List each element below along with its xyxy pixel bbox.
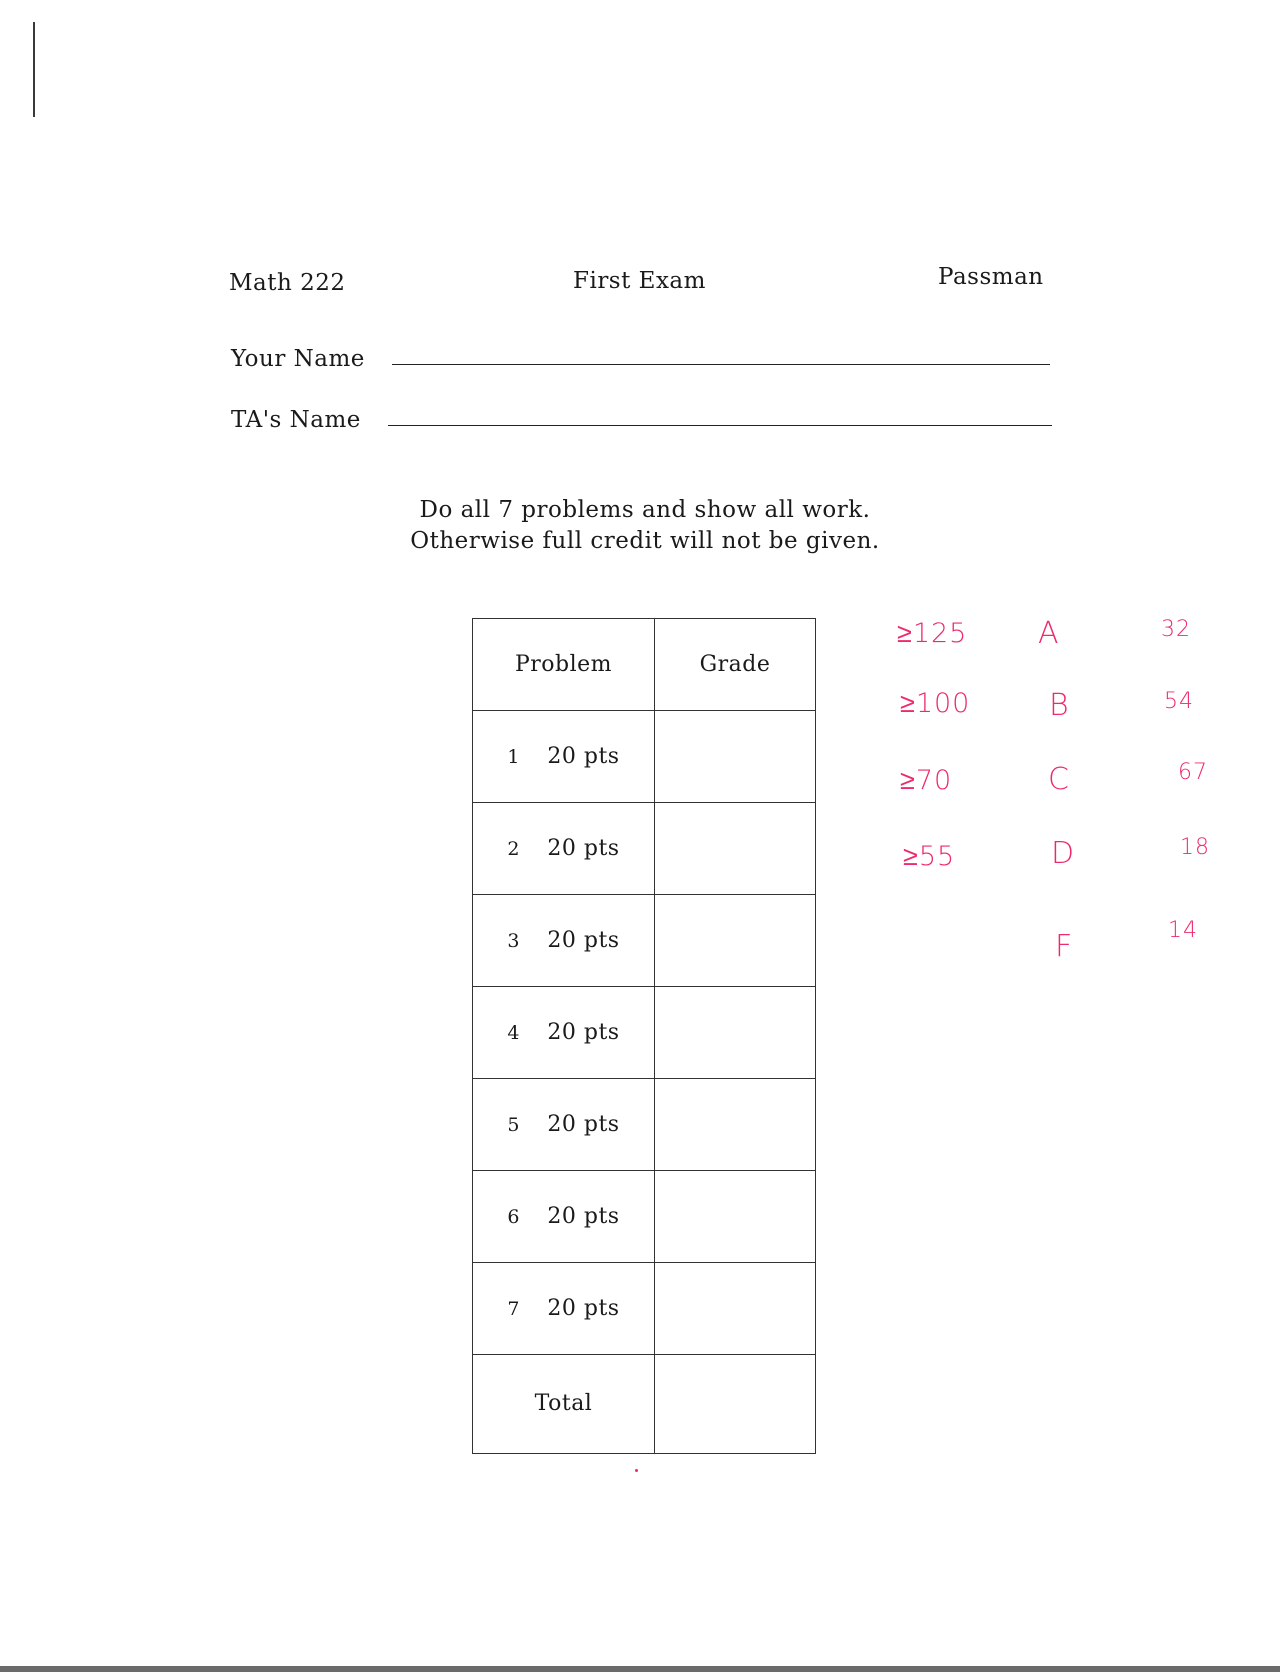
problem-number: 6 bbox=[507, 1205, 520, 1228]
problem-number: 2 bbox=[507, 837, 520, 860]
page-edge-mark bbox=[33, 22, 35, 117]
grade-cell[interactable] bbox=[655, 987, 815, 1078]
table-row bbox=[473, 1079, 815, 1171]
cutoff-count-a: 32 bbox=[1161, 617, 1191, 642]
table-row bbox=[473, 711, 815, 803]
grade-cell[interactable] bbox=[655, 1079, 815, 1170]
problem-points: 20 pts bbox=[547, 1112, 620, 1137]
grade-cell[interactable] bbox=[655, 1171, 815, 1262]
problem-number: 3 bbox=[507, 929, 520, 952]
cutoff-threshold-b: ≥100 bbox=[900, 688, 971, 719]
problem-points: 20 pts bbox=[547, 1296, 620, 1321]
problem-number: 7 bbox=[507, 1297, 520, 1320]
grade-cell[interactable] bbox=[655, 1263, 815, 1354]
table-row bbox=[473, 1263, 815, 1355]
your-name-line[interactable] bbox=[392, 364, 1050, 365]
scan-bottom-edge bbox=[0, 1666, 1280, 1672]
problem-header: Problem bbox=[514, 652, 613, 677]
table-row bbox=[473, 987, 815, 1079]
cutoff-letter-c: C bbox=[1048, 762, 1070, 797]
problem-points: 20 pts bbox=[547, 836, 620, 861]
problem-number: 5 bbox=[507, 1113, 520, 1136]
cutoff-count-c: 67 bbox=[1178, 760, 1208, 785]
table-row bbox=[473, 895, 815, 987]
cutoff-letter-f: F bbox=[1055, 929, 1074, 964]
table-header-row bbox=[473, 619, 815, 711]
problem-points: 20 pts bbox=[547, 1020, 620, 1045]
course-title: Math 222 bbox=[229, 270, 346, 296]
total-label: Total bbox=[534, 1391, 593, 1416]
grade-table bbox=[472, 618, 816, 1454]
instructions bbox=[380, 495, 910, 557]
instructions-line-1: Do all 7 problems and show all work. bbox=[419, 497, 871, 523]
cutoff-letter-d: D bbox=[1051, 836, 1076, 871]
table-row bbox=[473, 803, 815, 895]
problem-points: 20 pts bbox=[547, 744, 620, 769]
problem-number: 4 bbox=[507, 1021, 520, 1044]
ta-name-label: TA's Name bbox=[231, 407, 361, 433]
grade-header: Grade bbox=[699, 652, 771, 677]
cutoff-letter-a: A bbox=[1038, 616, 1060, 651]
grade-cell[interactable] bbox=[655, 895, 815, 986]
total-cell[interactable] bbox=[655, 1355, 815, 1452]
grade-cell[interactable] bbox=[655, 711, 815, 802]
cutoff-threshold-d: ≥55 bbox=[903, 841, 956, 872]
ink-dot bbox=[635, 1469, 638, 1472]
cutoff-threshold-c: ≥70 bbox=[900, 765, 953, 796]
instructor-name: Passman bbox=[938, 264, 1044, 290]
instructions-line-2: Otherwise full credit will not be given. bbox=[410, 528, 880, 554]
grade-cell[interactable] bbox=[655, 803, 815, 894]
table-total-row bbox=[473, 1355, 815, 1452]
cutoff-count-d: 18 bbox=[1180, 835, 1210, 860]
cutoff-letter-b: B bbox=[1049, 688, 1070, 723]
problem-points: 20 pts bbox=[547, 928, 620, 953]
cutoff-threshold-a: ≥125 bbox=[897, 618, 968, 649]
problem-points: 20 pts bbox=[547, 1204, 620, 1229]
cutoff-count-b: 54 bbox=[1164, 689, 1194, 714]
cutoff-count-f: 14 bbox=[1168, 918, 1198, 943]
exam-title: First Exam bbox=[573, 268, 706, 294]
table-row bbox=[473, 1171, 815, 1263]
your-name-label: Your Name bbox=[231, 346, 365, 372]
problem-number: 1 bbox=[507, 745, 520, 768]
ta-name-line[interactable] bbox=[388, 425, 1052, 426]
